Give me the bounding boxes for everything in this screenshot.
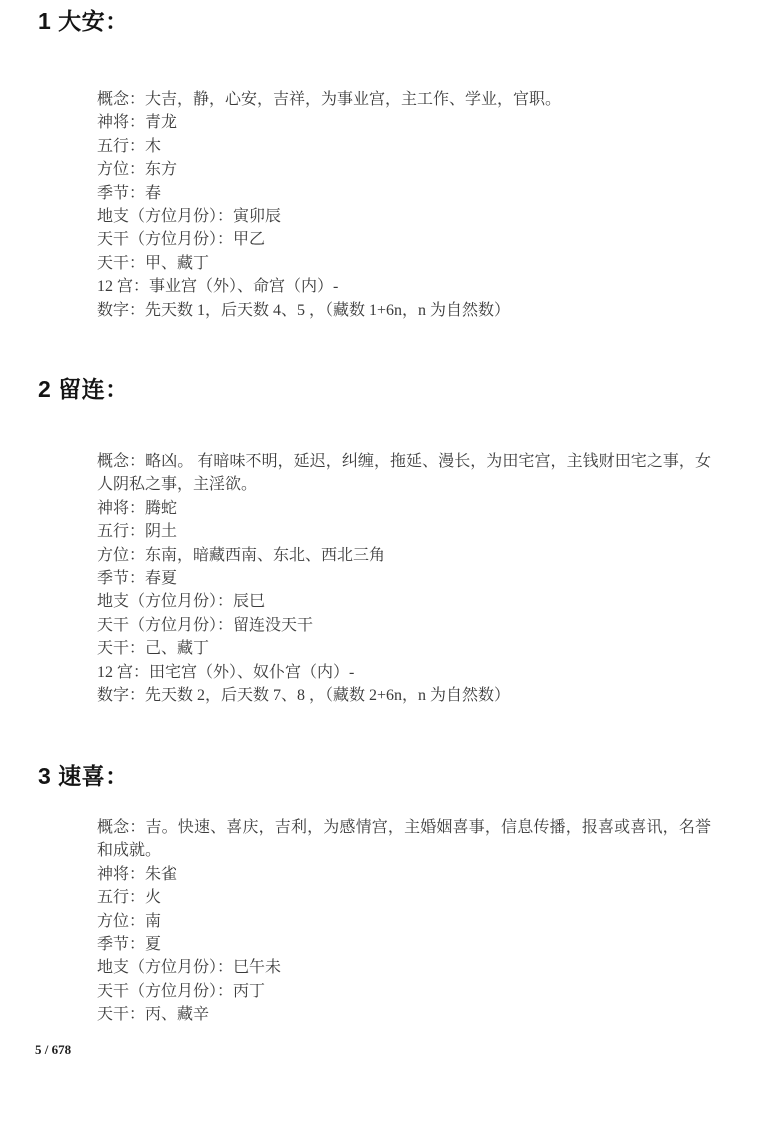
field-line-earthly-branch: 地支（方位月份）：寅卯辰 (97, 208, 282, 226)
field-line-concept: 概念：吉。快速、喜庆，吉利，为感情宫，主婚姻喜事，信息传播，报喜或喜讯，名誉和成就。 (97, 819, 711, 860)
field-line-deity: 神将：朱雀 (97, 865, 178, 883)
section-body-daan (97, 88, 711, 322)
section-heading-liulian: 2 留连： (38, 376, 129, 402)
field-line-numbers: 数字：先天数 2，后天数 7、8 ，（藏数 2+6n，n 为自然数） (97, 687, 511, 705)
field-line-concept: 概念：略凶。 有暗味不明，延迟，纠缠，拖延、漫长，为田宅宫，主钱财田宅之事，女人阴私之事，主淫欲。 (97, 453, 711, 494)
field-line-deity: 神将：腾蛇 (97, 499, 178, 517)
section-body-liulian (97, 450, 711, 707)
field-line-concept: 概念：大吉，静，心安，吉祥，为事业宫，主工作、学业，官职。 (97, 91, 562, 108)
field-line-heavenly-stem: 天干：甲、藏丁 (97, 254, 210, 272)
field-line-season: 季节：夏 (97, 936, 162, 954)
field-line-season: 季节：春夏 (97, 570, 178, 588)
field-line-element: 五行：火 (97, 889, 162, 907)
field-line-direction: 方位：南 (97, 912, 162, 930)
field-line-direction: 方位：东南，暗藏西南、东北、西北三角 (97, 546, 386, 564)
field-line-earthly-branch: 地支（方位月份）：巳午未 (97, 959, 282, 977)
field-line-heavenly-stem-month: 天干（方位月份）：留连没天干 (97, 616, 314, 634)
field-line-heavenly-stem-month: 天干（方位月份）：甲乙 (97, 231, 266, 249)
field-line-numbers: 数字：先天数 1，后天数 4、5 ，（藏数 1+6n，n 为自然数） (97, 301, 511, 319)
field-line-direction: 方位：东方 (97, 161, 178, 179)
section-heading-daan: 1 大安： (38, 8, 129, 34)
page-number: 5 / 678 (35, 1042, 72, 1057)
section-heading-suxi: 3 速喜： (38, 763, 129, 789)
field-line-heavenly-stem-month: 天干（方位月份）：丙丁 (97, 982, 266, 1000)
field-line-twelve-palaces: 12 宫：田宅宫（外）、奴仆宫（内）- (97, 663, 355, 681)
field-line-twelve-palaces: 12 宫：事业宫（外）、命宫（内）- (97, 278, 339, 296)
field-line-element: 五行：阴土 (97, 523, 178, 541)
field-line-season: 季节：春 (97, 184, 162, 202)
field-line-heavenly-stem: 天干：己、藏丁 (97, 640, 210, 658)
field-line-element: 五行：木 (97, 137, 162, 155)
field-line-heavenly-stem: 天干：丙、藏辛 (97, 1006, 210, 1024)
field-line-deity: 神将：青龙 (97, 114, 178, 132)
field-line-earthly-branch: 地支（方位月份）：辰巳 (97, 593, 266, 611)
section-body-suxi (97, 816, 711, 1027)
